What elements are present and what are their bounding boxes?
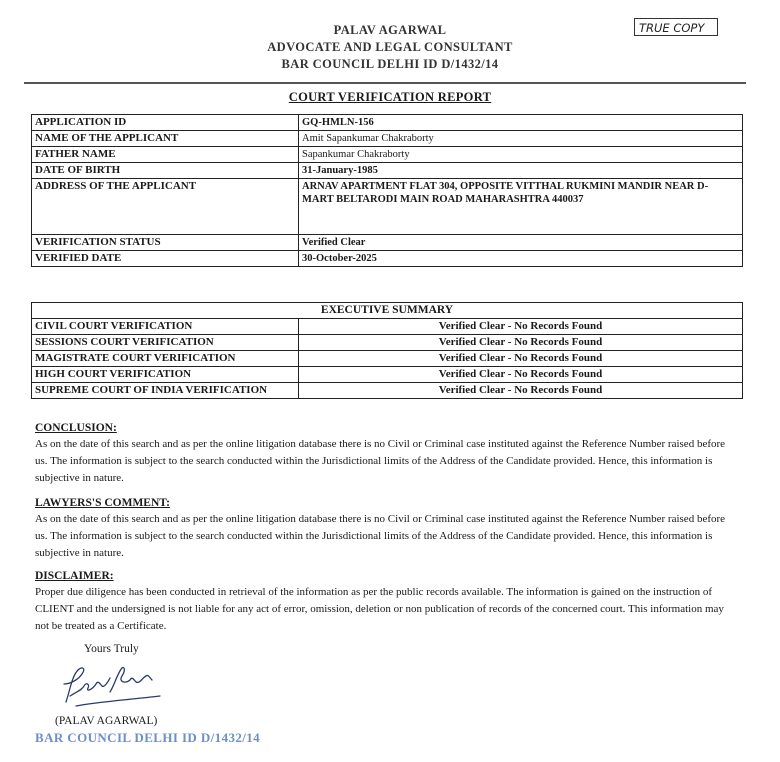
advocate-name: PALAV AGARWAL	[333, 23, 447, 37]
row-value: GQ-HMLN-156	[299, 115, 743, 131]
row-label: MAGISTRATE COURT VERIFICATION	[32, 351, 299, 367]
lawyers-comment-text: As on the date of this search and as per the online litigation database there is no Civil or Criminal case instituted against the Reference Number raised before us. The information is subject to the search conducted within the Jurisdictional limits of the Address of the Candidate provided. Hence, this information is subjective in nature.	[35, 513, 726, 559]
table-row	[32, 367, 743, 383]
row-label: SUPREME COURT OF INDIA VERIFICATION	[32, 383, 299, 399]
row-value: Verified Clear - No Records Found	[299, 351, 743, 367]
applicant-details-table	[31, 114, 743, 267]
table-row	[32, 235, 743, 251]
signatory-name: (PALAV AGARWAL)	[55, 715, 158, 727]
row-value: Verified Clear - No Records Found	[299, 367, 743, 383]
table-row	[32, 319, 743, 335]
closing-salutation: Yours Truly	[84, 643, 139, 655]
row-value: Verified Clear	[299, 235, 743, 251]
row-label: HIGH COURT VERIFICATION	[32, 367, 299, 383]
row-label: SESSIONS COURT VERIFICATION	[32, 335, 299, 351]
disclaimer-section	[35, 569, 740, 635]
row-label: NAME OF THE APPLICANT	[32, 131, 299, 147]
row-label: APPLICATION ID	[32, 115, 299, 131]
summary-heading: EXECUTIVE SUMMARY	[32, 303, 743, 319]
lawyers-comment-heading: LAWYERS'S COMMENT:	[35, 497, 170, 509]
row-value: Verified Clear - No Records Found	[299, 335, 743, 351]
report-title: COURT VERIFICATION REPORT	[288, 90, 492, 104]
row-label: CIVIL COURT VERIFICATION	[32, 319, 299, 335]
table-row	[32, 351, 743, 367]
row-label: DATE OF BIRTH	[32, 163, 299, 179]
table-row	[32, 163, 743, 179]
lawyers-comment-section	[35, 496, 740, 562]
executive-summary-table	[31, 302, 743, 399]
table-row	[32, 383, 743, 399]
row-value: 31-January-1985	[299, 163, 743, 179]
row-label: VERIFICATION STATUS	[32, 235, 299, 251]
signatory-bar-id: BAR COUNCIL DELHI ID D/1432/14	[35, 730, 261, 745]
row-value: Amit Sapankumar Chakraborty	[299, 131, 743, 147]
row-label: VERIFIED DATE	[32, 251, 299, 267]
disclaimer-heading: DISCLAIMER:	[35, 570, 114, 582]
row-value: Verified Clear - No Records Found	[299, 319, 743, 335]
row-label: ADDRESS OF THE APPLICANT	[32, 179, 299, 235]
advocate-title: ADVOCATE AND LEGAL CONSULTANT	[267, 40, 513, 54]
advocate-bar-id: BAR COUNCIL DELHI ID D/1432/14	[281, 57, 499, 71]
table-header-row	[32, 303, 743, 319]
signature-image	[56, 662, 166, 710]
table-row	[32, 179, 743, 235]
conclusion-text: As on the date of this search and as per the online litigation database there is no Civil or Criminal case instituted against the Reference Number raised before us. The information is subject to the search conducted within the Jurisdictional limits of the Address of the Candidate provided. Hence, this information is subjective in nature.	[35, 438, 726, 484]
table-row	[32, 335, 743, 351]
table-row	[32, 115, 743, 131]
table-row	[32, 147, 743, 163]
row-value: ARNAV APARTMENT FLAT 304, OPPOSITE VITTHAL RUKMINI MANDIR NEAR D-MART BELTARODI MAIN ROAD MAHARASHTRA 440037	[299, 179, 743, 235]
header-divider	[24, 82, 746, 84]
conclusion-section	[35, 421, 740, 487]
row-label: FATHER NAME	[32, 147, 299, 163]
table-row	[32, 131, 743, 147]
row-value: Verified Clear - No Records Found	[299, 383, 743, 399]
conclusion-heading: CONCLUSION:	[35, 422, 117, 434]
row-value: 30-October-2025	[299, 251, 743, 267]
row-value: Sapankumar Chakraborty	[299, 147, 743, 163]
table-row	[32, 251, 743, 267]
true-copy-stamp: TRUE COPY	[634, 18, 718, 36]
disclaimer-text: Proper due diligence has been conducted in retrieval of the information as per the public records available. The information is gained on the instruction of CLIENT and the undersigned is not liable for any act of error, omission, deletion or non publication of records of the concerned court. This information may not be treated as a Certificate.	[35, 586, 724, 632]
